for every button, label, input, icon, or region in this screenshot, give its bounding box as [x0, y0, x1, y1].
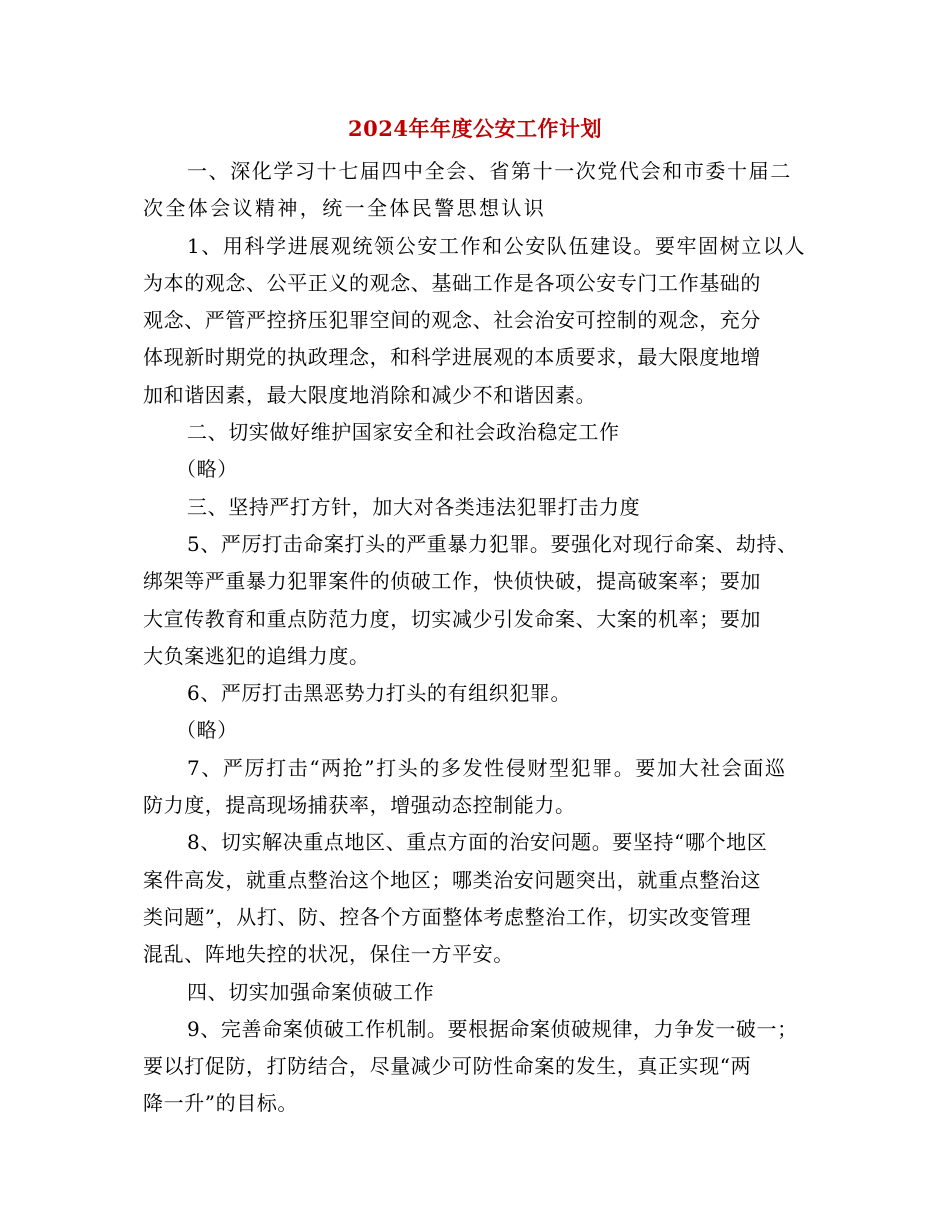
paragraph-line: 防力度，提高现场捕获率，增强动态控制能力。	[143, 793, 576, 818]
paragraph-line: 绑架等严重暴力犯罪案件的侦破工作，快侦快破，提高破案率；要加	[143, 569, 761, 594]
paragraph-line: 6、严厉打击黑恶势力打头的有组织犯罪。	[187, 681, 572, 706]
document-body	[143, 153, 811, 1123]
paragraph-line: 为本的观念、公平正义的观念、基础工作是各项公安专门工作基础的	[143, 270, 761, 295]
paragraph-line: 大负案逃犯的追缉力度。	[143, 643, 370, 668]
section-heading-1-cont: 次全体会议精神，统一全体民警思想认识	[143, 196, 547, 221]
paragraph-line: 观念、严管严控挤压犯罪空间的观念、社会治安可控制的观念，充分	[143, 308, 761, 333]
paragraph-line: 5、严厉打击命案打头的严重暴力犯罪。要强化对现行命案、劫持、	[187, 531, 798, 556]
omitted-note: （略）	[176, 718, 238, 743]
omitted-note: （略）	[176, 457, 238, 482]
paragraph-line: 7、严厉打击“两抢”打头的多发性侵财型犯罪。要加大社会面巡	[187, 755, 787, 780]
section-heading-2: 二、切实做好维护国家安全和社会政治稳定工作	[187, 420, 620, 445]
paragraph-line: 体现新时期党的执政理念，和科学进展观的本质要求，最大限度地增	[143, 345, 761, 370]
section-heading-3: 三、坚持严打方针，加大对各类违法犯罪打击力度	[187, 494, 641, 519]
paragraph-line: 要以打促防，打防结合，尽量减少可防性命案的发生，真正实现“两	[143, 1054, 752, 1079]
paragraph-line: 降一升”的目标。	[143, 1091, 299, 1116]
paragraph-line: 案件高发，就重点整治这个地区；哪类治安问题突出，就重点整治这	[143, 867, 761, 892]
section-heading-1: 一、深化学习十七届四中全会、省第十一次党代会和市委十届二	[187, 159, 792, 183]
paragraph-line: 大宣传教育和重点防范力度，切实减少引发命案、大案的机率；要加	[143, 606, 761, 631]
paragraph-line: 1、用科学进展观统领公安工作和公安队伍建设。要牢固树立以人	[187, 233, 807, 258]
paragraph-line: 混乱、阵地失控的状况，保住一方平安。	[143, 942, 514, 967]
paragraph-line: 加和谐因素，最大限度地消除和减少不和谐因素。	[143, 382, 597, 407]
paragraph-line: 9、完善命案侦破工作机制。要根据命案侦破规律，力争发一破一；	[187, 1016, 798, 1041]
paragraph-line: 8、切实解决重点地区、重点方面的治安问题。要坚持“哪个地区	[187, 830, 768, 855]
document-title: 2024年年度公安工作计划	[348, 116, 602, 141]
section-heading-4: 四、切实加强命案侦破工作	[187, 979, 435, 1004]
paragraph-line: 类问题”，从打、防、控各个方面整体考虑整治工作，切实改变管理	[143, 904, 752, 929]
